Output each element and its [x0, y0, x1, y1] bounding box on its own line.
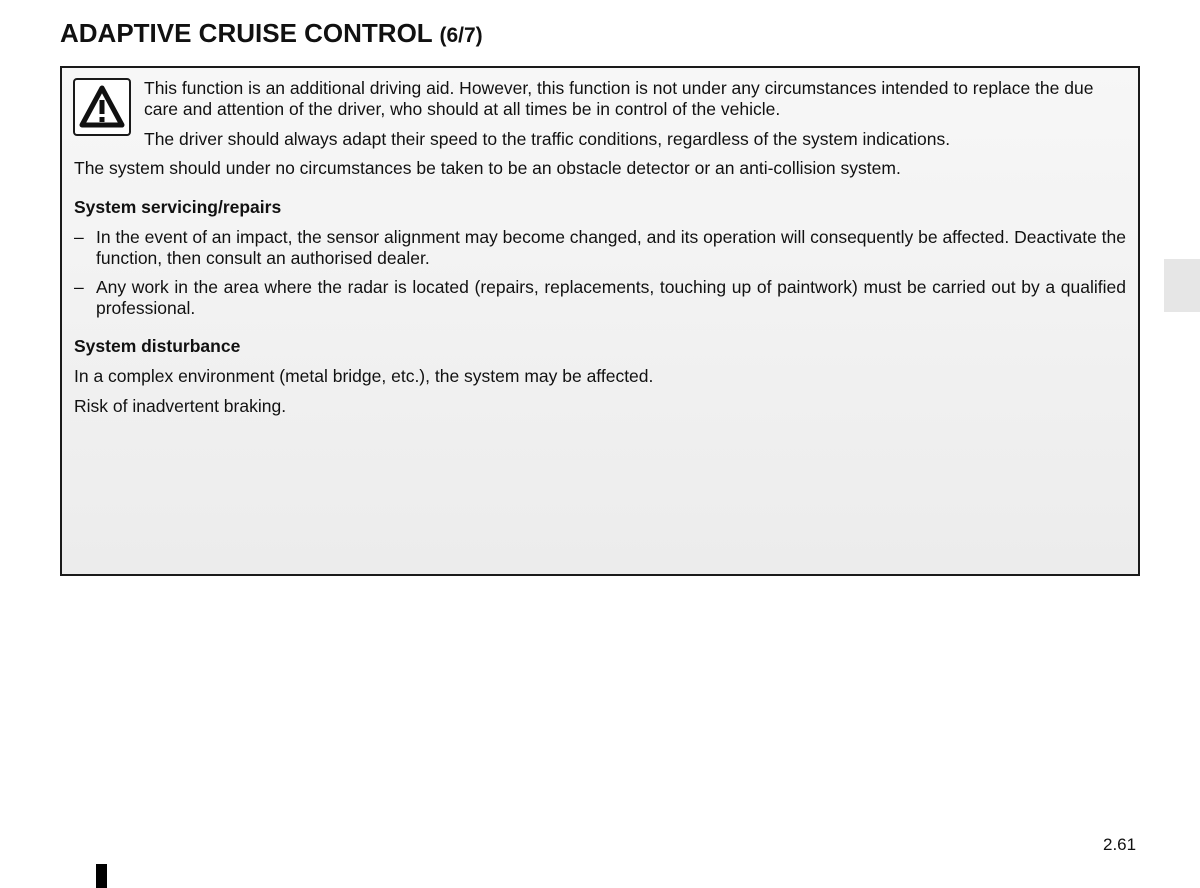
disturbance-paragraph-1: In a complex environment (metal bridge, etc.), the system may be affected.	[74, 366, 654, 386]
list-item-text: In the event of an impact, the sensor alignment may become changed, and its operation will consequently be affected. Deactivate the function, then consult an authorised dealer.	[96, 227, 1126, 268]
crop-mark	[96, 864, 107, 888]
list-item	[74, 227, 1126, 269]
title-page-count: (6/7)	[439, 24, 483, 47]
warning-box	[60, 66, 1140, 576]
disturbance-paragraph-2: Risk of inadvertent braking.	[74, 396, 287, 416]
list-dash: –	[74, 227, 84, 247]
obstacle-note: The system should under no circumstances be taken to be an obstacle detector or an anti-collision system.	[74, 158, 901, 178]
page-title	[60, 18, 483, 49]
warning-triangle-icon	[73, 78, 131, 136]
intro-paragraph-1: This function is an additional driving aid. However, this function is not under any circumstances intended to replace the due care and attention of the driver, who should at all times be in control of the vehicle.	[144, 78, 1094, 119]
chapter-tab	[1164, 259, 1200, 312]
list-item-text: Any work in the area where the radar is located (repairs, replacements, touching up of paintwork) must be carried out by a qualified professional.	[96, 277, 1126, 318]
list-item	[74, 277, 1126, 319]
section-heading-servicing: System servicing/repairs	[74, 197, 282, 217]
intro-paragraph-2: The driver should always adapt their speed to the traffic conditions, regardless of the system indications.	[144, 129, 951, 149]
section-heading-disturbance: System disturbance	[74, 336, 241, 356]
title-text: ADAPTIVE CRUISE CONTROL	[60, 18, 433, 48]
page-number: 2.61	[1103, 835, 1137, 854]
list-dash: –	[74, 277, 84, 297]
